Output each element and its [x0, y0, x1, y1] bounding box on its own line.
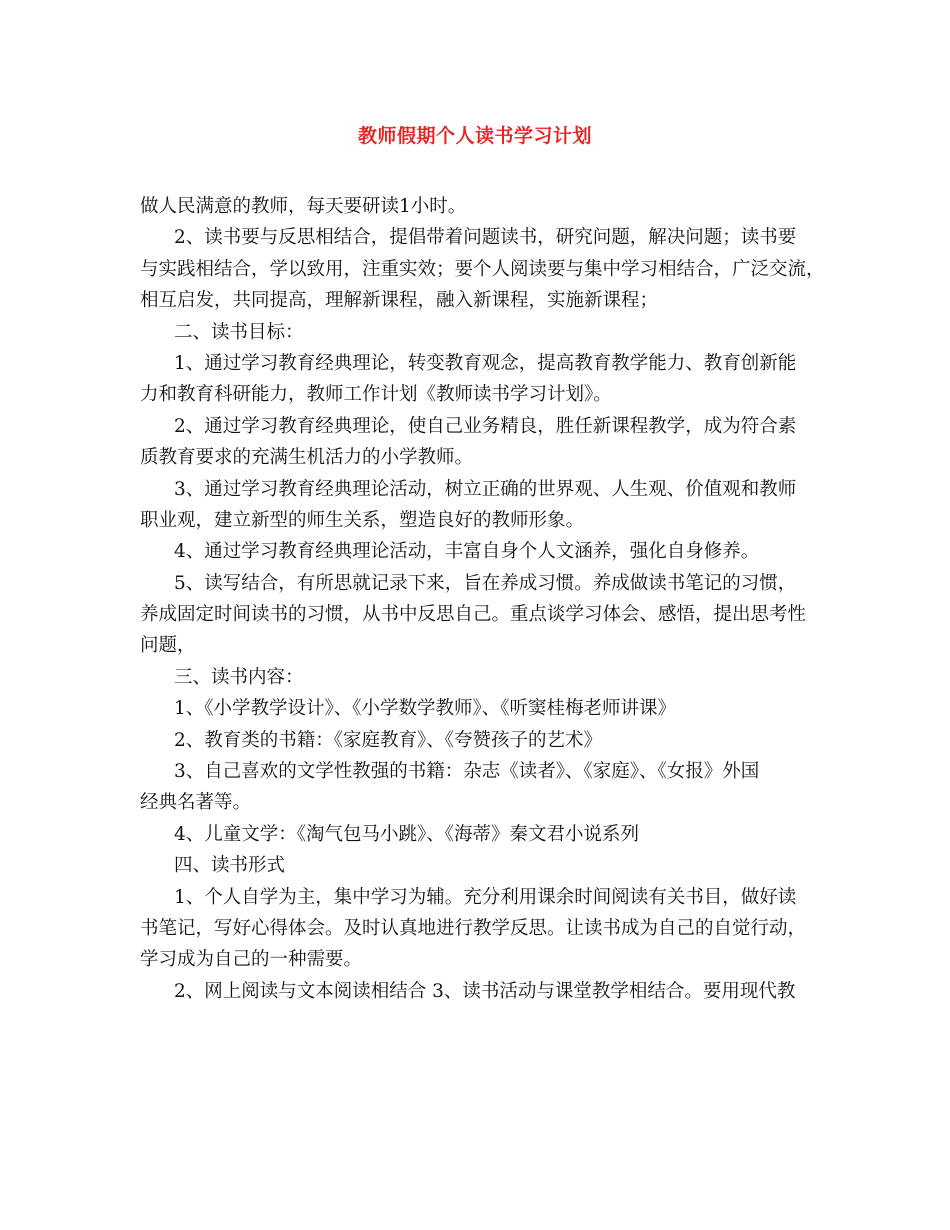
document-body	[140, 191, 825, 1007]
text-line: 2、通过学习教育经典理论，使自己业务精良，胜任新课程教学，成为符合素	[174, 415, 797, 437]
text-line: 4、通过学习教育经典理论活动，丰富自身个人文涵养，强化自身修养。	[174, 541, 760, 563]
text-line: 1、个人自学为主，集中学习为辅。充分利用课余时间阅读有关书目，做好读	[174, 886, 797, 908]
document-title: 教师假期个人读书学习计划	[357, 125, 592, 147]
text-line: 2、网上阅读与文本阅读相结合 3、读书活动与课堂教学相结合。要用现代教	[174, 980, 796, 1002]
text-line: 养成固定时间读书的习惯，从书中反思自己。重点谈学习体会、感悟，提出思考性	[140, 604, 807, 626]
text-line: 3、通过学习教育经典理论活动，树立正确的世界观、人生观、价值观和教师	[174, 478, 797, 500]
text-line: 质教育要求的充满生机活力的小学教师。	[140, 447, 474, 469]
text-line: 1、《小学教学设计》、《小学数学教师》、《听窦桂梅老师讲课》	[174, 698, 677, 720]
text-line: 问题，	[140, 635, 196, 657]
text-line: 经典名著等。	[140, 792, 252, 814]
text-line: 力和教育科研能力，教师工作计划《教师读书学习计划》。	[140, 384, 612, 406]
text-line: 学习成为自己的一种需要。	[140, 949, 363, 971]
text-line: 与实践相结合，学以致用，注重实效；要个人阅读要与集中学习相结合，广泛交流，	[140, 258, 825, 280]
text-line: 二、读书目标：	[174, 321, 304, 343]
text-line: 2、读书要与反思相结合，提倡带着问题读书，研究问题，解决问题；读书要	[174, 227, 797, 249]
text-line: 四、读书形式	[174, 855, 286, 877]
text-line: 1、通过学习教育经典理论，转变教育观念，提高教育教学能力、教育创新能	[174, 352, 797, 374]
text-line: 职业观，建立新型的师生关系，塑造良好的教师形象。	[140, 509, 585, 531]
text-line: 5、读写结合，有所思就记录下来，旨在养成习惯。养成做读书笔记的习惯，	[174, 572, 797, 594]
text-line: 2、教育类的书籍：《家庭教育》、《夸赞孩子的艺术》	[174, 729, 603, 751]
text-line: 相互启发，共同提高，理解新课程，融入新课程，实施新课程；	[140, 290, 659, 312]
text-line: 4、儿童文学：《淘气包马小跳》、《海蒂》秦文君小说系列	[174, 823, 640, 845]
text-line: 3、自己喜欢的文学性教强的书籍：杂志《读者》、《家庭》、《女报》外国	[174, 761, 760, 783]
text-line: 做人民满意的教师，每天要研读1小时。	[140, 196, 467, 217]
text-line: 书笔记，写好心得体会。及时认真地进行教学反思。让读书成为自己的自觉行动，	[140, 917, 807, 939]
text-line: 三、读书内容：	[174, 666, 304, 688]
